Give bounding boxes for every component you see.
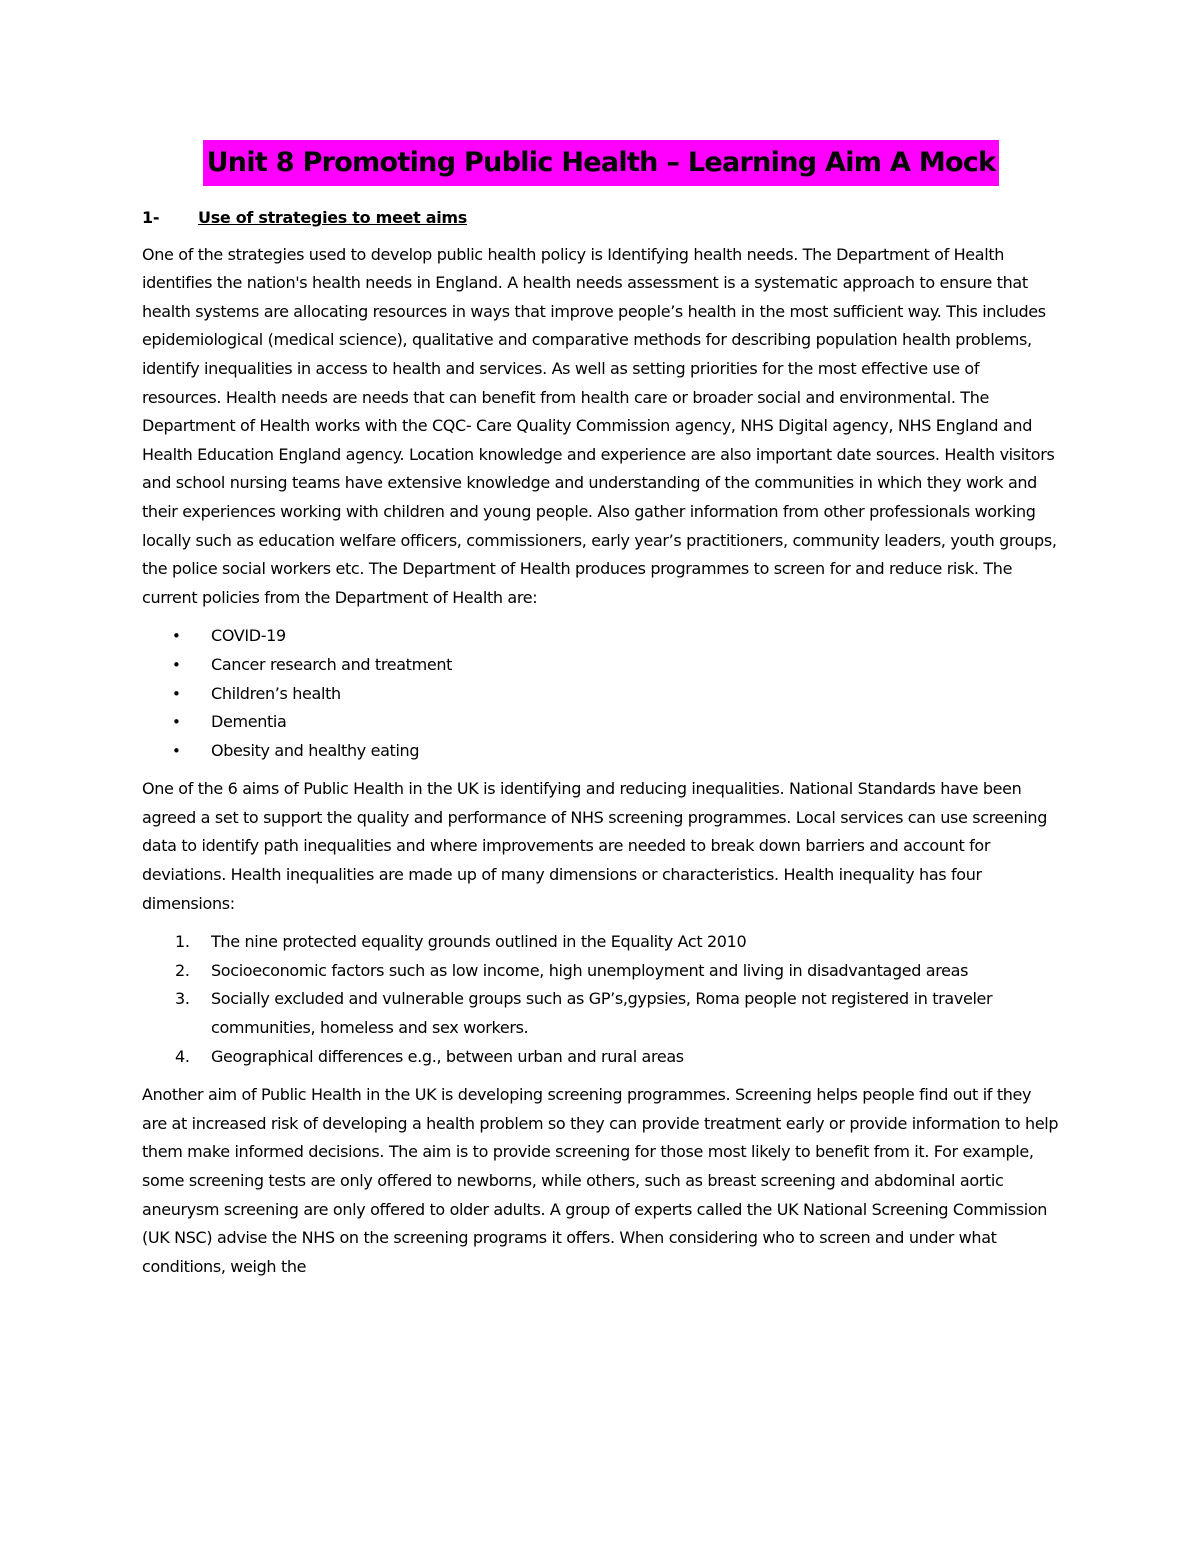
title-wrapper bbox=[142, 140, 1060, 186]
list-item bbox=[142, 1043, 1060, 1072]
bullet-marker: • bbox=[172, 627, 181, 646]
paragraph-health-needs: One of the strategies used to develop public health policy is Identifying health needs. The Department of Health identifies the nation's health needs in England. A health needs assessment is a systematic approach to ensure that health systems are allocating resources in ways that improve people’s health in the most sufficient way. This includes epidemiological (medical science), qualitative and comparative methods for describing population health problems, identify inequalities in access to health and services. As well as setting priorities for the most effective use of resources. Health needs are needs that can benefit from health care or broader social and environmental. The Department of Health works with the CQC- Care Quality Commission agency, NHS Digital agency, NHS England and Health Education England agency. Location knowledge and experience are also important date sources. Health visitors and school nursing teams have extensive knowledge and understanding of the communities in which they work and their experiences working with children and young people. Also gather information from other professionals working locally such as education welfare officers, commissioners, early year’s practitioners, community leaders, youth groups, the police social workers etc. The Department of Health produces programmes to screen for and reduce risk. The current policies from the Department of Health are: bbox=[142, 244, 1057, 607]
list-item-text: Children’s health bbox=[211, 683, 341, 703]
list-number: 4. bbox=[175, 1046, 190, 1066]
list-item-text: Obesity and healthy eating bbox=[211, 740, 420, 760]
list-item bbox=[142, 957, 1060, 986]
list-item-text: Geographical differences e.g., between urban and rural areas bbox=[211, 1046, 684, 1066]
document-title: Unit 8 Promoting Public Health – Learning Aim A Mock bbox=[203, 140, 1000, 186]
list-number: 1. bbox=[175, 932, 190, 952]
list-item bbox=[142, 737, 1060, 766]
list-item-text: Dementia bbox=[211, 712, 287, 732]
list-item-text: The nine protected equality grounds outlined in the Equality Act 2010 bbox=[211, 932, 747, 952]
bullet-marker: • bbox=[172, 655, 181, 674]
list-number: 2. bbox=[175, 960, 190, 980]
list-item bbox=[142, 928, 1060, 957]
list-item-text: Cancer research and treatment bbox=[211, 654, 453, 674]
dimensions-list bbox=[142, 928, 1060, 1071]
document-page bbox=[142, 140, 1060, 1291]
bullet-marker: • bbox=[172, 713, 181, 732]
list-number: 3. bbox=[175, 989, 190, 1009]
bullet-marker: • bbox=[172, 684, 181, 703]
paragraph-inequalities: One of the 6 aims of Public Health in the UK is identifying and reducing inequalities. National Standards have been agreed a set to support the quality and performance of NHS screening programmes. Local services can use screening data to identify path inequalities and where improvements are needed to break down barriers and account for deviations. Health inequalities are made up of many dimensions or characteristics. Health inequality has four dimensions: bbox=[142, 779, 1048, 913]
list-item bbox=[142, 680, 1060, 709]
bullet-marker: • bbox=[172, 741, 181, 760]
paragraph-screening: Another aim of Public Health in the UK is developing screening programmes. Screening helps people find out if they are at increased risk of developing a health problem so they can provide treatment early or provide information to help them make informed decisions. The aim is to provide screening for those most likely to benefit from it. For example, some screening tests are only offered to newborns, while others, such as breast screening and abdominal aortic aneurysm screening are only offered to older adults. A group of experts called the UK National Screening Commission (UK NSC) advise the NHS on the screening programs it offers. When considering who to screen and under what conditions, weigh the bbox=[142, 1085, 1059, 1276]
list-item bbox=[142, 622, 1060, 651]
list-item-text: Socially excluded and vulnerable groups such as GP’s,gypsies, Roma people not registered in traveler communities, homeless and sex workers. bbox=[211, 989, 993, 1038]
policies-list bbox=[142, 622, 1060, 765]
list-item bbox=[142, 708, 1060, 737]
section-number: 1- bbox=[142, 208, 160, 227]
list-item-text: COVID-19 bbox=[211, 626, 286, 646]
list-item bbox=[142, 651, 1060, 680]
list-item-text: Socioeconomic factors such as low income, high unemployment and living in disadvantaged areas bbox=[211, 960, 969, 980]
section-heading bbox=[142, 204, 1060, 233]
list-item bbox=[142, 985, 1060, 1042]
section-heading-text: Use of strategies to meet aims bbox=[198, 208, 467, 227]
